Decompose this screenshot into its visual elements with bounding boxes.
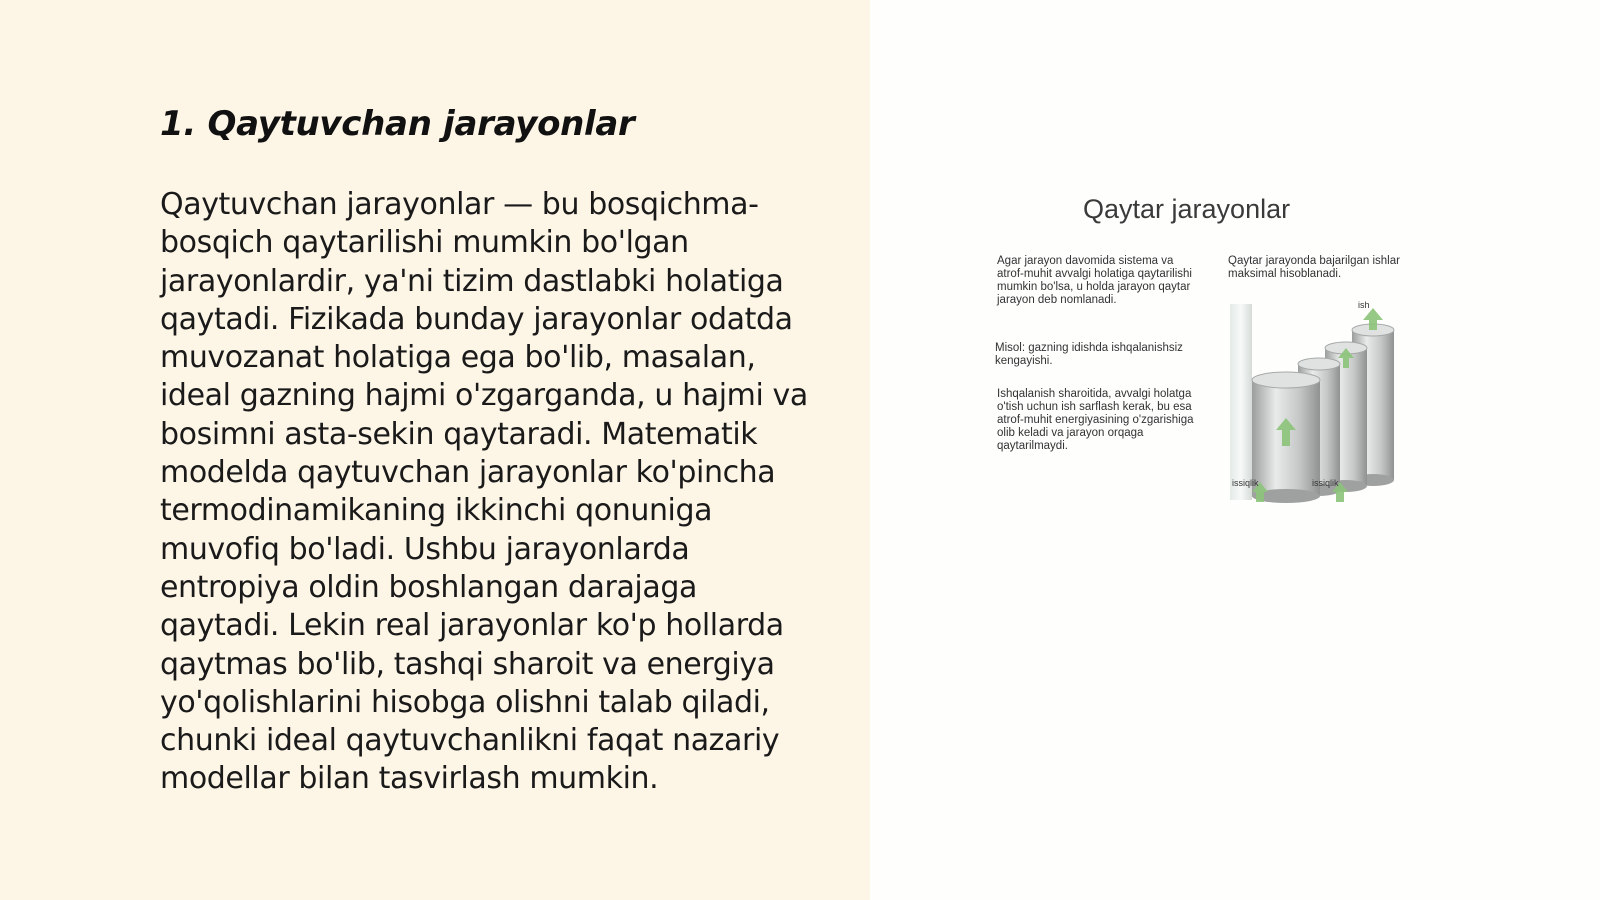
reversible-process-figure	[985, 190, 1425, 520]
figure-definition-text: Agar jarayon davomida sistema va atrof-muhit avvalgi holatiga qaytarilishi mumkin bo'lsa, u holda jarayon qaytar jarayon deb nomlanadi.	[997, 255, 1192, 306]
cylinders-illustration	[1230, 300, 1425, 505]
figure-friction-text: Ishqalanish sharoitida, avvalgi holatga o'tish uchun ish sarflash kerak, bu esa atrof-muhit energiyasining o'zgarishiga olib keladi va jarayon orqaga qaytarilmaydi.	[997, 388, 1194, 452]
label-issiqlik-left: issiqlik	[1232, 478, 1259, 488]
label-issiqlik-right: issiqlik	[1312, 478, 1339, 488]
figure-work-text: Qaytar jarayonda bajarilgan ishlar maksimal hisoblanadi.	[1228, 255, 1400, 280]
label-ish: ish	[1358, 300, 1370, 310]
slide-body-text: Qaytuvchan jarayonlar — bu bosqichma-bosqich qaytarilishi mumkin bo'lgan jarayonlardir, ya'ni tizim dastlabki holatiga qaytadi. Fizikada bunday jarayonlar odatda muvozanat holatiga ega bo'lib, masalan, ideal gazning hajmi o'zgarganda, u hajmi va bosimni asta-sekin qaytaradi. Matematik modelda qaytuvchan jarayonlar ko'pincha termodinamikaning ikkinchi qonuniga muvofiq bo'ladi. Ushbu jarayonlarda entropiya oldin boshlangan darajaga qaytadi. Lekin real jarayonlar ko'p hollarda qaytmas bo'lib, tashqi sharoit va energiya yo'qolishlarini hisobga olishni talab qiladi, chunki ideal qaytuvchanlikni faqat nazariy modellar bilan tasvirlash mumkin.	[160, 187, 808, 797]
figure-title: Qaytar jarayonlar	[1083, 194, 1291, 224]
slide-title: 1. Qaytuvchan jarayonlar	[160, 104, 635, 144]
figure-example-text: Misol: gazning idishda ishqalanishsiz kengayishi.	[995, 342, 1183, 367]
background-column	[1230, 304, 1252, 500]
cylinders-drawing	[1230, 300, 1425, 505]
